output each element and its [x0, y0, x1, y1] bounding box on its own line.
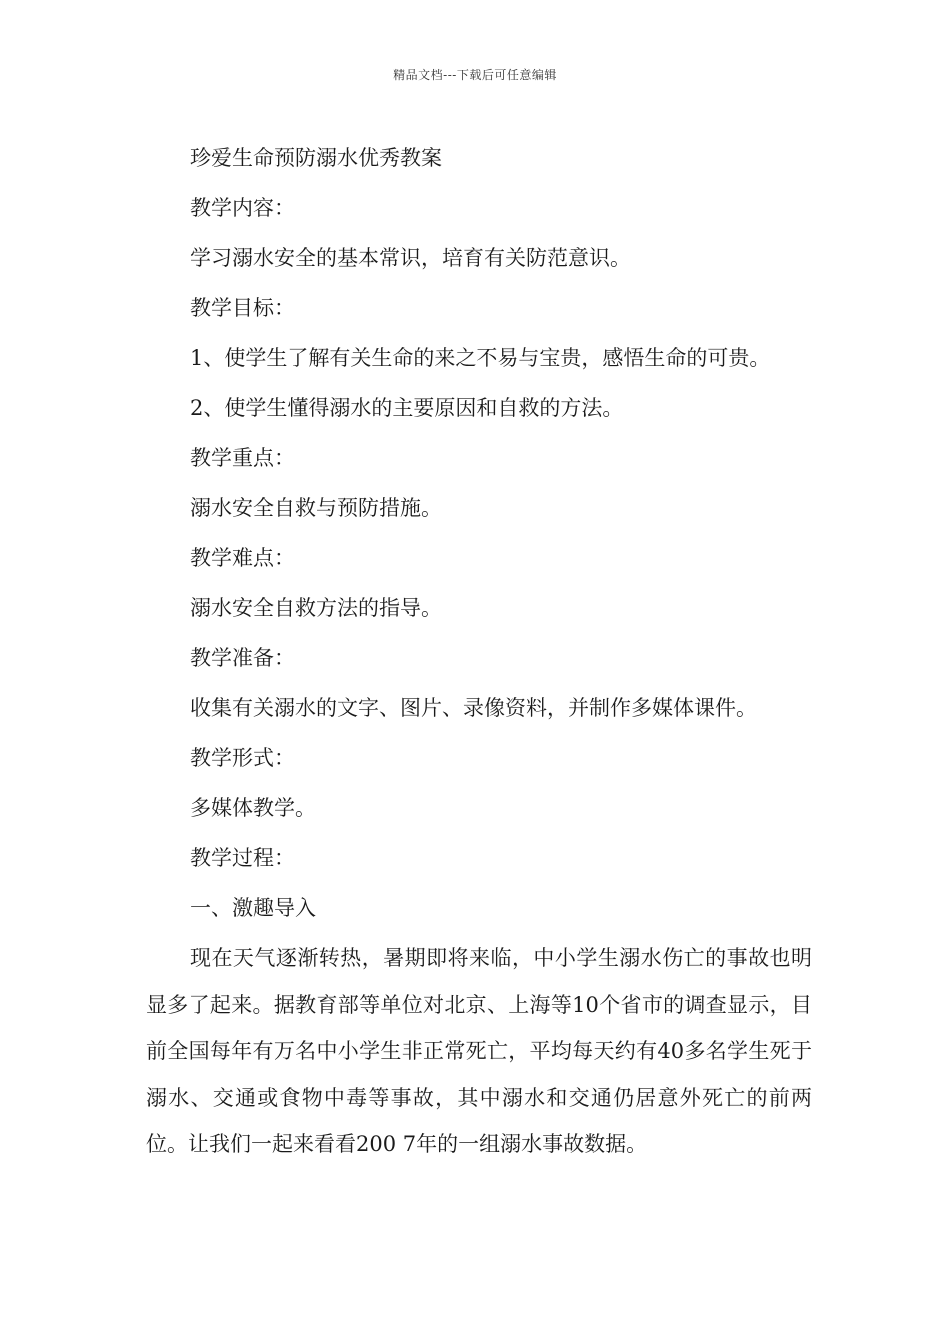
content-text: 学习溺水安全的基本常识，培育有关防范意识。 [190, 246, 631, 270]
section-label-process: 教学过程： [190, 846, 295, 870]
process-step-1-heading: 一、激趣导入 [190, 896, 316, 920]
format-text: 多媒体教学。 [190, 796, 316, 820]
document-title: 珍爱生命预防溺水优秀教案 [190, 146, 442, 170]
intro-paragraph: 现在天气逐渐转热，暑期即将来临，中小学生溺水伤亡的事故也明显多了起来。据教育部等单位对北京、上海等10个省市的调查显示，目前全国每年有万名中小学生非正常死亡，平均每天约有40多名学生死于溺水、交通或食物中毒等事故，其中溺水和交通仍居意外死亡的前两位。让我们一起来看看200 7年的一组溺水事故数据。 [146, 946, 812, 1156]
objective-1: 1、使学生了解有关生命的来之不易与宝贵，感悟生命的可贵。 [190, 346, 771, 370]
difficulty-text: 溺水安全自救方法的指导。 [190, 596, 442, 620]
focus-text: 溺水安全自救与预防措施。 [190, 496, 442, 520]
objective-2: 2、使学生懂得溺水的主要原因和自救的方法。 [190, 396, 624, 420]
section-label-difficulty: 教学难点： [190, 546, 295, 570]
preparation-text: 收集有关溺水的文字、图片、录像资料，并制作多媒体课件。 [190, 696, 757, 720]
section-label-format: 教学形式： [190, 746, 295, 770]
section-label-preparation: 教学准备： [190, 646, 295, 670]
section-label-content: 教学内容： [190, 196, 295, 220]
page-header: 精品文档---下载后可任意编辑 [393, 68, 557, 82]
section-label-focus: 教学重点： [190, 446, 295, 470]
document-body [146, 133, 812, 1189]
section-label-objectives: 教学目标： [190, 296, 295, 320]
